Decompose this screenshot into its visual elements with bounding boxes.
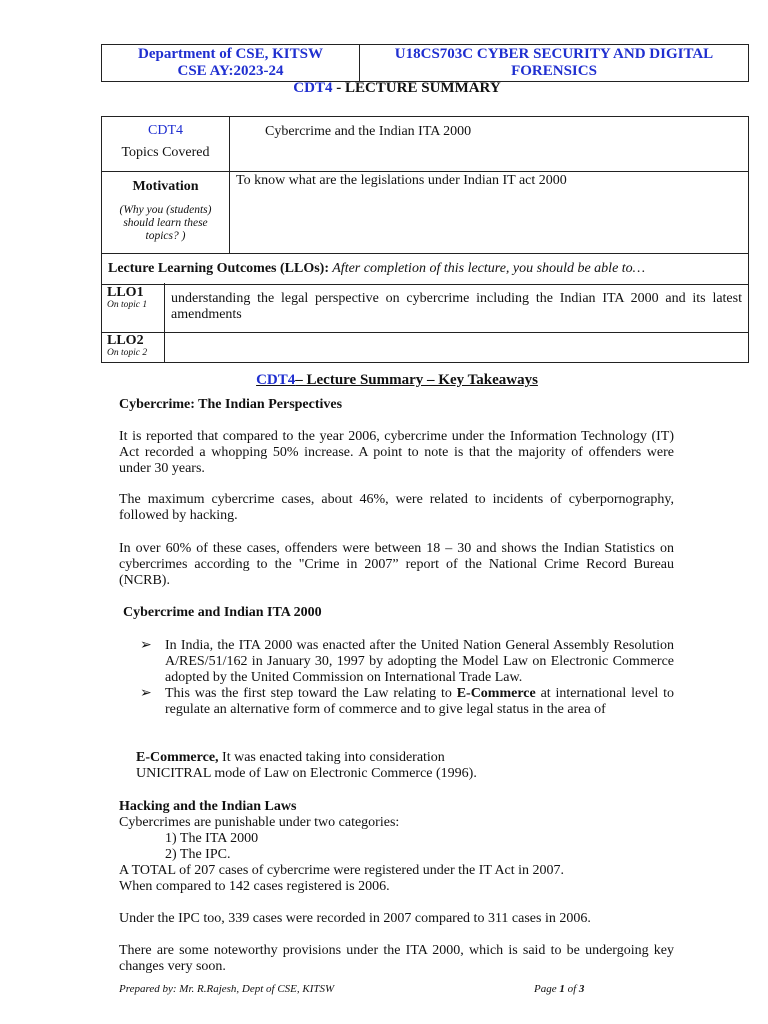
topic-code: CDT4 <box>148 123 183 138</box>
lecture-info-table <box>101 116 749 285</box>
bullet-ecommerce-pre: This was the first step toward the Law relating to <box>165 686 457 701</box>
topic-text: Cybercrime and the Indian ITA 2000 <box>265 124 472 139</box>
lecture-summary-code: CDT4 <box>293 80 333 96</box>
paragraph-cyberpornography: The maximum cybercrime cases, about 46%, were related to incidents of cyberpornography, followed by hacking. <box>119 492 674 523</box>
key-takeaways-label: – Lecture Summary – Key Takeaways <box>295 372 538 388</box>
motivation-question: (Why you (students) should learn these topics? ) <box>119 204 212 242</box>
line-noteworthy-provisions: There are some noteworthy provisions under the ITA 2000, which is said to be undergoing key changes very soon. <box>119 943 674 974</box>
key-takeaways-title <box>0 372 768 389</box>
list-item <box>140 686 674 718</box>
motivation-cell <box>102 172 230 254</box>
llo2-text <box>165 332 749 362</box>
header-department: Department of CSE, KITSW <box>137 46 323 62</box>
page-total: 3 <box>578 983 585 995</box>
llo1-label: LLO1 <box>107 285 144 300</box>
llo1-label-cell <box>102 283 165 332</box>
ita-bullet-list <box>140 638 674 718</box>
header-table <box>101 44 749 82</box>
paragraph-ncrb-statistics: In over 60% of these cases, offenders were between 18 – 30 and shows the Indian Statistics on cybercrimes according to the "Crime in 2007” report of the National Crime Record Bureau (NCRB). <box>119 541 674 588</box>
llo2-label: LLO2 <box>107 332 144 348</box>
line-ipc-cases: Under the IPC too, 339 cases were recorded in 2007 compared to 311 cases in 2006. <box>119 911 591 926</box>
bullet-ecommerce-bold: E-Commerce <box>456 686 536 701</box>
arrow-bullet-icon: ➢ <box>140 638 152 653</box>
llo-heading-cell <box>102 254 749 285</box>
lecture-summary-label: - LECTURE SUMMARY <box>332 80 501 96</box>
header-course-cell <box>360 45 749 82</box>
motivation-text: To know what are the legislations under Indian IT act 2000 <box>236 173 567 188</box>
header-course-code: U18CS703C CYBER SECURITY AND DIGITAL <box>394 46 714 62</box>
ecommerce-line <box>136 750 691 766</box>
line-ipc: 2) The IPC. <box>165 847 231 862</box>
topics-cell <box>102 117 230 172</box>
section-heading-indian-perspectives: Cybercrime: The Indian Perspectives <box>119 397 343 412</box>
list-item <box>140 638 674 686</box>
bullet-ecommerce-post: at international level to regulate an alternative form of commerce and to give legal status in the area of <box>165 686 675 717</box>
section-heading-hacking-laws: Hacking and the Indian Laws <box>119 799 297 814</box>
paragraph-it-act-increase: It is reported that compared to the year 2006, cybercrime under the Information Technology (IT) Act recorded a whopping 50% increase. A point to note is that the majority of offenders were under 30 years. <box>119 429 674 476</box>
llo2-label-cell <box>102 332 165 362</box>
llo1-sub: On topic 1 <box>107 300 148 310</box>
llo1-text: understanding the legal perspective on cybercrime including the Indian ITA 2000 and its latest amendments <box>165 283 749 332</box>
header-department-cell <box>102 45 360 82</box>
llo2-sub: On topic 2 <box>107 347 148 358</box>
line-207-cases: A TOTAL of 207 cases of cybercrime were registered under the IT Act in 2007. <box>119 863 565 878</box>
topics-covered-label: Topics Covered <box>121 145 210 160</box>
section-heading-ita-2000: Cybercrime and Indian ITA 2000 <box>123 605 322 620</box>
header-academic-year: CSE AY:2023-24 <box>177 63 284 79</box>
ecommerce-bold: E-Commerce, <box>136 750 219 765</box>
bullet-ita-enactment: In India, the ITA 2000 was enacted after the United Nation General Assembly Resolution A/RES/51/162 in January 30, 1997 by adopting the Model Law on Electronic Commerce adopted by the United Commission on International Trade Law. <box>165 638 674 685</box>
key-takeaways-code: CDT4 <box>256 372 296 388</box>
line-two-categories: Cybercrimes are punishable under two categories: <box>119 815 400 830</box>
arrow-bullet-icon: ➢ <box>140 686 152 701</box>
page-of: of <box>564 983 579 995</box>
motivation-label: Motivation <box>132 179 199 194</box>
lecture-summary-title <box>0 80 768 97</box>
page-current: 1 <box>559 983 565 995</box>
footer-prepared-by: Prepared by: Mr. R.Rajesh, Dept of CSE, KITSW <box>119 983 335 995</box>
llo-heading-note: After completion of this lecture, you should be able to… <box>329 261 646 276</box>
line-ita-2000: 1) The ITA 2000 <box>165 831 259 846</box>
footer-page-number <box>534 983 584 995</box>
motivation-text-cell <box>230 172 749 254</box>
page-prefix: Page <box>534 983 560 995</box>
header-course-name: FORENSICS <box>511 63 597 79</box>
unicitral-line: UNICITRAL mode of Law on Electronic Commerce (1996). <box>136 766 477 781</box>
ecommerce-rest: It was enacted taking into consideration <box>218 750 445 765</box>
llo-heading: Lecture Learning Outcomes (LLOs): <box>108 261 329 276</box>
llo-table <box>101 283 749 363</box>
topic-text-cell <box>230 117 749 172</box>
line-142-cases: When compared to 142 cases registered is 2006. <box>119 879 390 894</box>
page-footer <box>119 983 589 995</box>
